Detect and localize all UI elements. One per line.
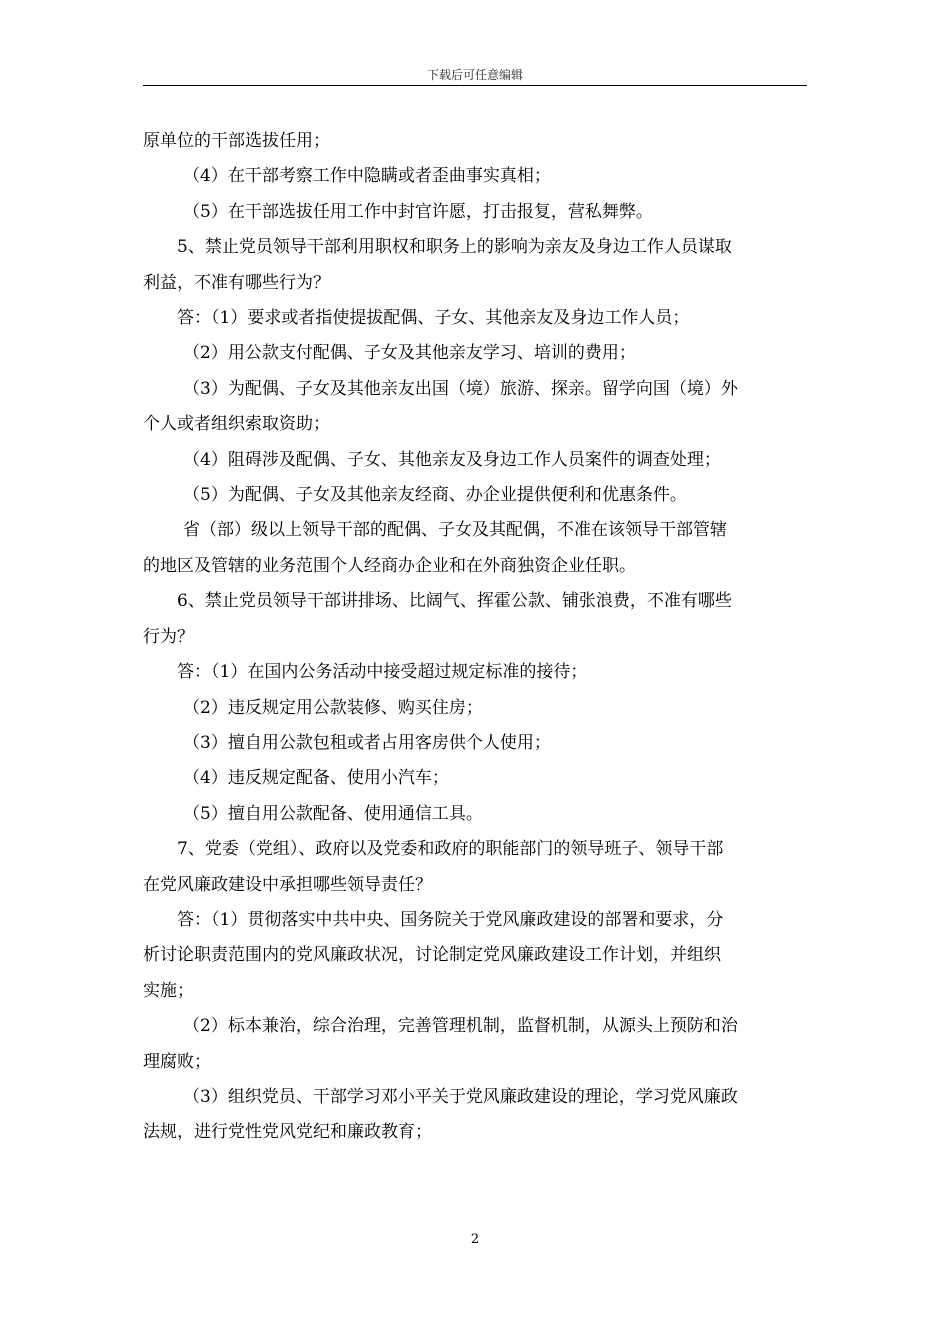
text-line: 析讨论职责范围内的党风廉政状况，讨论制定党风廉政建设工作计划，并组织 (143, 945, 721, 966)
page-number: 2 (470, 1232, 480, 1247)
text-line: 的地区及管辖的业务范围个人经商办企业和在外商独资企业任职。 (143, 555, 636, 576)
text-line: （3）擅自用公款包租或者占用客房供个人使用； (183, 732, 551, 753)
text-line: （5）在干部选拔任用工作中封官许愿，打击报复，营私舞弊。 (183, 201, 653, 222)
text-line: 答：（1）在国内公务活动中接受超过规定标准的接待； (177, 662, 588, 683)
text-line: （3）组织党员、干部学习邓小平关于党风廉政建设的理论，学习党风廉政 (183, 1086, 738, 1107)
text-line: 5、禁止党员领导干部利用职权和职务上的影响为亲友及身边工作人员谋取 (177, 237, 732, 258)
text-line: （2）标本兼治，综合治理，完善管理机制，监督机制，从源头上预防和治 (183, 1016, 738, 1037)
text-line: 省（部）级以上领导干部的配偶、子女及其配偶，不准在该领导干部管辖 (183, 520, 727, 541)
text-line: （4）在干部考察工作中隐瞒或者歪曲事实真相； (183, 166, 551, 187)
text-line: 答：（1）贯彻落实中共中央、国务院关于党风廉政建设的部署和要求，分 (177, 909, 724, 930)
text-line: （5）擅自用公款配备、使用通信工具。 (183, 803, 483, 824)
text-line: 法规，进行党性党风党纪和廉政教育； (143, 1122, 432, 1143)
text-line: （4）违反规定配备、使用小汽车； (183, 768, 449, 789)
text-line: 个人或者组织索取资助； (143, 414, 330, 435)
text-line: 7、党委（党组）、政府以及党委和政府的职能部门的领导班子、领导干部 (177, 839, 724, 860)
text-line: 理腐败； (143, 1051, 211, 1072)
document-body (143, 124, 807, 1151)
text-line: （5）为配偶、子女及其他亲友经商、办企业提供便利和优惠条件。 (183, 485, 687, 506)
text-line: 利益，不准有哪些行为？ (143, 272, 330, 293)
header-divider (143, 85, 807, 86)
page-header: 下载后可任意编辑 (426, 68, 523, 82)
text-line: （4）阻碍涉及配偶、子女、其他亲友及身边工作人员案件的调查处理； (183, 449, 721, 470)
text-line: 答：（1）要求或者指使提拔配偶、子女、其他亲友及身边工作人员； (177, 308, 690, 329)
text-line: 实施； (143, 980, 194, 1001)
text-line: 6、禁止党员领导干部讲排场、比阔气、挥霍公款、铺张浪费，不准有哪些 (177, 591, 732, 612)
text-line: （3）为配偶、子女及其他亲友出国（境）旅游、探亲。留学向国（境）外 (183, 378, 738, 399)
text-line: 原单位的干部选拔任用； (143, 131, 330, 151)
text-line: 在党风廉政建设中承担哪些领导责任？ (143, 874, 432, 895)
text-line: 行为？ (143, 626, 194, 647)
text-line: （2）用公款支付配偶、子女及其他亲友学习、培训的费用； (183, 343, 636, 364)
text-line: （2）违反规定用公款装修、购买住房； (183, 697, 483, 718)
